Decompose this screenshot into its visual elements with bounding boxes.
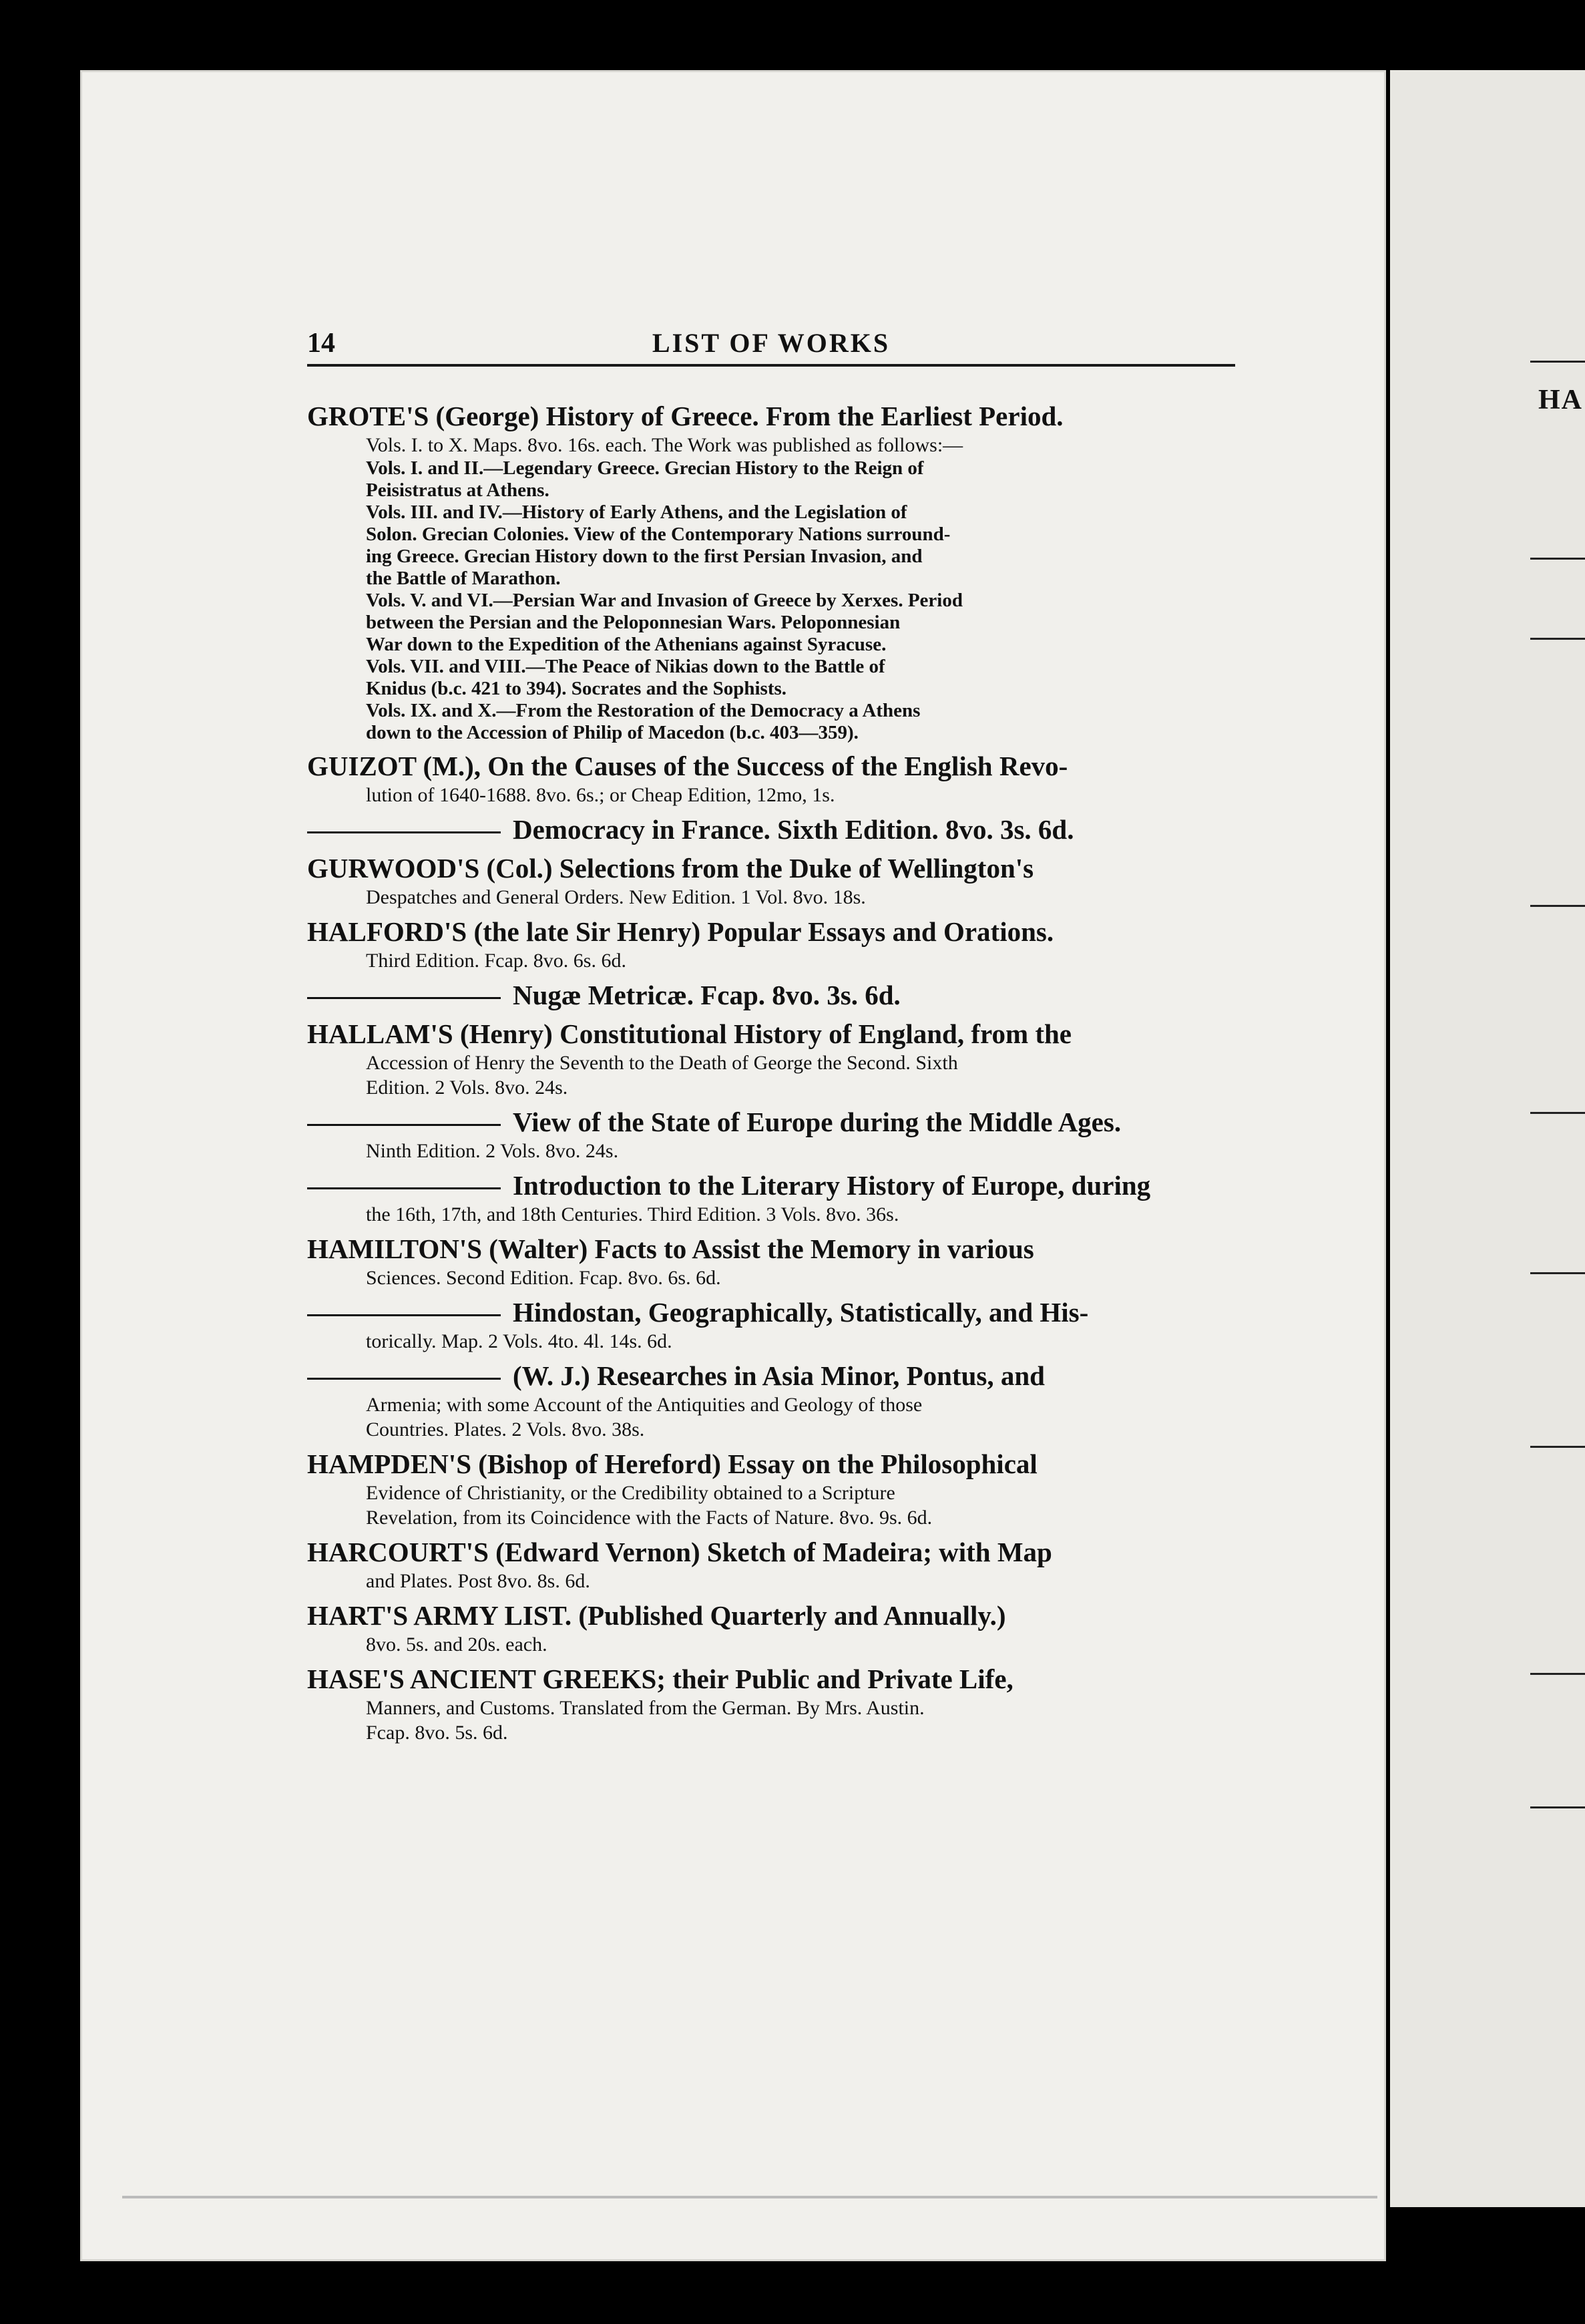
facing-page-rule <box>1530 558 1585 560</box>
page-bottom-rule <box>122 2196 1377 2198</box>
volume-description <box>307 457 1235 502</box>
facing-page-rule <box>1530 905 1585 907</box>
volume-description-line: down to the Accession of Philip of Macedon (b.c. 403—359). <box>366 722 859 743</box>
facing-page-rule <box>1530 361 1585 363</box>
work-details: Evidence of Christianity, or the Credibility obtained to a Scripture <box>366 1482 895 1504</box>
work-details: Vols. I. to X. Maps. 8vo. 16s. each. The Work was published as follows:— <box>366 434 963 456</box>
work-title: Hindostan, Geographically, Statistically, and His- <box>307 1296 1235 1329</box>
work-title: GUIZOT (M.), On the Causes of the Success of the English Revo- <box>307 751 1068 781</box>
volume-description-line: Vols. V. and VI.—Persian War and Invasion of Greece by Xerxes. Period <box>366 590 963 611</box>
facing-page-rule <box>1530 1446 1585 1448</box>
work-details: Armenia; with some Account of the Antiquities and Geology of those <box>366 1394 923 1416</box>
work-entry <box>307 399 1235 744</box>
page-number: 14 <box>307 328 335 359</box>
work-details: torically. Map. 2 Vols. 4to. 4l. 14s. 6d. <box>366 1330 672 1352</box>
work-title: HASE'S ANCIENT GREEKS; their Public and Private Life, <box>307 1664 1013 1694</box>
work-details: Third Edition. Fcap. 8vo. 6s. 6d. <box>366 950 626 972</box>
work-details: Edition. 2 Vols. 8vo. 24s. <box>366 1077 568 1099</box>
works-list <box>307 399 1235 1750</box>
work-entry <box>307 1105 1235 1163</box>
work-entry <box>307 915 1235 973</box>
header-rule <box>307 364 1235 367</box>
facing-page-rule <box>1530 1112 1585 1114</box>
work-title: GROTE'S (George) History of Greece. From the Earliest Period. <box>307 401 1064 431</box>
work-entry <box>307 1359 1235 1442</box>
work-title: HALLAM'S (Henry) Constitutional History of England, from the <box>307 1018 1072 1049</box>
facing-page-rule <box>1530 1272 1585 1274</box>
work-entry <box>307 978 1235 1012</box>
work-entry <box>307 813 1235 846</box>
volume-description-line: Vols. I. and II.—Legendary Greece. Grecian History to the Reign of <box>366 457 924 479</box>
work-title: HAMILTON'S (Walter) Facts to Assist the Memory in various <box>307 1233 1034 1264</box>
work-details: Despatches and General Orders. New Edition. 1 Vol. 8vo. 18s. <box>366 886 866 908</box>
work-title: HARCOURT'S (Edward Vernon) Sketch of Madeira; with Map <box>307 1537 1052 1567</box>
work-entry <box>307 1232 1235 1290</box>
work-details: Accession of Henry the Seventh to the Death of George the Second. Sixth <box>366 1052 958 1074</box>
volume-description <box>307 656 1235 700</box>
work-entry <box>307 1535 1235 1593</box>
work-entry <box>307 1447 1235 1530</box>
work-entry <box>307 1169 1235 1227</box>
work-title: Introduction to the Literary History of Europe, during <box>307 1169 1235 1202</box>
work-details: Ninth Edition. 2 Vols. 8vo. 24s. <box>366 1140 619 1162</box>
work-title: (W. J.) Researches in Asia Minor, Pontus, and <box>307 1359 1235 1392</box>
work-entry <box>307 1599 1235 1657</box>
work-title: Nugæ Metricæ. Fcap. 8vo. 3s. 6d. <box>307 978 1235 1012</box>
volume-description-line: War down to the Expedition of the Athenians against Syracuse. <box>366 634 887 655</box>
volume-description-line: Knidus (b.c. 421 to 394). Socrates and the Sophists. <box>366 678 787 699</box>
volume-description <box>307 590 1235 656</box>
work-details: 8vo. 5s. and 20s. each. <box>366 1633 547 1656</box>
volume-description-line: Vols. III. and IV.—History of Early Athens, and the Legislation of <box>366 502 907 523</box>
work-title: View of the State of Europe during the Middle Ages. <box>307 1105 1235 1139</box>
work-details: Fcap. 8vo. 5s. 6d. <box>366 1722 508 1744</box>
running-head: LIST OF WORKS <box>652 328 891 358</box>
work-entry <box>307 749 1235 807</box>
work-details: the 16th, 17th, and 18th Centuries. Third Edition. 3 Vols. 8vo. 36s. <box>366 1203 899 1225</box>
work-details: Revelation, from its Coincidence with the Facts of Nature. 8vo. 9s. 6d. <box>366 1507 933 1529</box>
work-details: and Plates. Post 8vo. 8s. 6d. <box>366 1570 590 1592</box>
page-header <box>307 327 1235 367</box>
facing-page-rule <box>1530 1806 1585 1808</box>
volume-description-line: Peisistratus at Athens. <box>366 479 549 501</box>
work-entry <box>307 1662 1235 1745</box>
work-title: Democracy in France. Sixth Edition. 8vo. 3s. 6d. <box>307 813 1235 846</box>
work-entry <box>307 851 1235 910</box>
work-title: HALFORD'S (the late Sir Henry) Popular Essays and Orations. <box>307 916 1054 947</box>
work-entry <box>307 1017 1235 1100</box>
facing-page-rule <box>1530 1673 1585 1675</box>
facing-page-rule <box>1530 638 1585 640</box>
work-title: HAMPDEN'S (Bishop of Hereford) Essay on the Philosophical <box>307 1448 1038 1479</box>
volume-description-line: Vols. IX. and X.—From the Restoration of the Democracy a Athens <box>366 700 921 721</box>
volume-description-line: Solon. Grecian Colonies. View of the Contemporary Nations surround- <box>366 524 951 545</box>
work-title: HART'S ARMY LIST. (Published Quarterly and Annually.) <box>307 1600 1006 1631</box>
work-details: Countries. Plates. 2 Vols. 8vo. 38s. <box>366 1418 645 1440</box>
work-details: lution of 1640-1688. 8vo. 6s.; or Cheap Edition, 12mo, 1s. <box>366 784 835 806</box>
work-title: GURWOOD'S (Col.) Selections from the Duke of Wellington's <box>307 853 1034 884</box>
volume-description-line: ing Greece. Grecian History down to the first Persian Invasion, and <box>366 546 923 567</box>
volume-description-line: Vols. VII. and VIII.—The Peace of Nikias down to the Battle of <box>366 656 885 677</box>
facing-page-edge <box>1390 70 1585 2207</box>
work-entry <box>307 1296 1235 1354</box>
volume-description <box>307 502 1235 590</box>
work-details: Sciences. Second Edition. Fcap. 8vo. 6s. 6d. <box>366 1267 721 1289</box>
volume-description <box>307 700 1235 744</box>
volume-description-line: the Battle of Marathon. <box>366 568 561 589</box>
facing-page-heading-fragment: HA <box>1538 385 1583 415</box>
volume-description-line: between the Persian and the Peloponnesian Wars. Peloponnesian <box>366 612 901 633</box>
work-details: Manners, and Customs. Translated from the German. By Mrs. Austin. <box>366 1697 925 1719</box>
